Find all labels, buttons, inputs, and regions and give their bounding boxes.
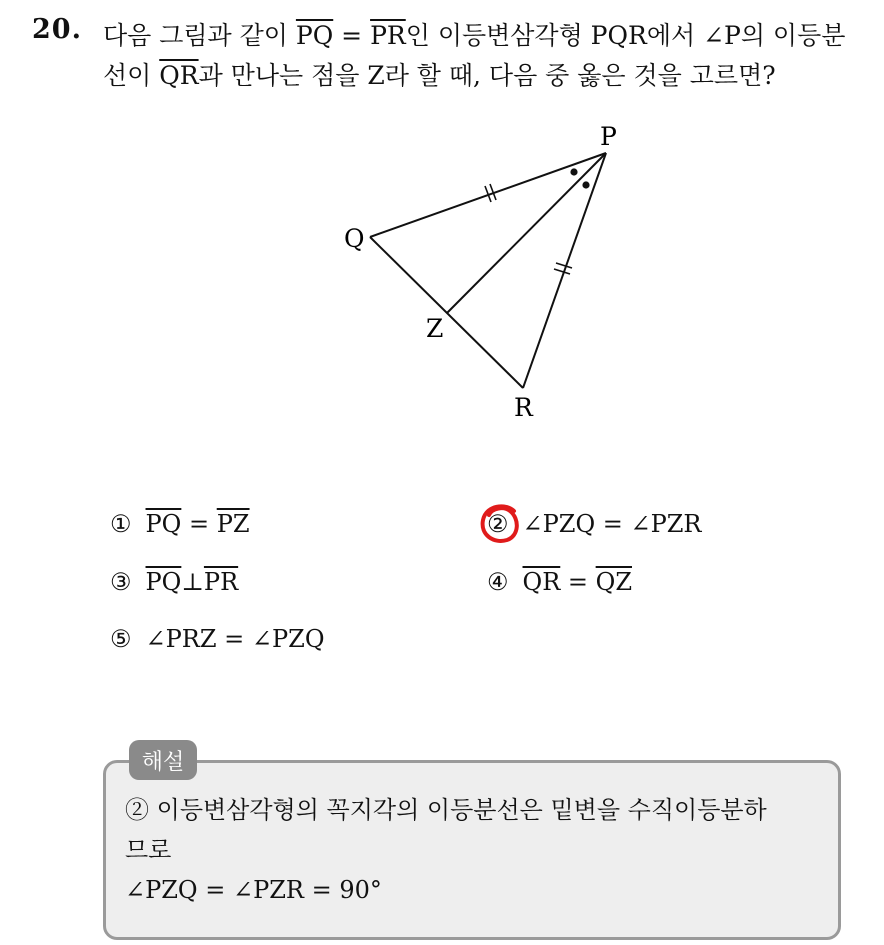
choice-text: = <box>181 510 217 538</box>
segment-qr: $\overline{QR}$ <box>159 61 199 90</box>
choice-text: ⊥ <box>181 568 204 596</box>
choice-text: $\overline{QR}$ <box>522 568 561 596</box>
equals-sign: = <box>333 21 371 50</box>
question-text-part: 과 만나는 점을 Z라 할 때, 다음 중 옳은 것을 고르면? <box>198 61 776 90</box>
question-text-part: 다음 그림과 같이 <box>103 21 296 50</box>
triangle-diagram <box>330 120 630 430</box>
vertex-label-q: Q <box>344 224 365 253</box>
point-label-z: Z <box>426 314 444 343</box>
choice-text: ∠PRZ = ∠PZQ <box>145 625 325 653</box>
question-number: 20. <box>32 14 82 45</box>
choice-3[interactable] <box>110 568 238 596</box>
choice-number: ① <box>110 510 132 538</box>
choice-5[interactable] <box>110 625 325 653</box>
choice-text: $\overline{PQ}$ <box>145 510 182 538</box>
question-text-part: 인 이등변삼각형 PQR에서 ∠P의 이등분 <box>405 21 846 50</box>
question-text <box>103 16 873 96</box>
angle-bisector-pz <box>447 153 606 313</box>
choice-text: ∠PZQ = ∠PZR <box>522 510 702 538</box>
choice-2[interactable] <box>487 510 702 538</box>
triangle-figure <box>330 120 630 430</box>
choice-4[interactable] <box>487 568 632 596</box>
choice-number: ④ <box>487 568 509 596</box>
choice-1[interactable] <box>110 510 250 538</box>
angle-mark-dot <box>582 181 589 188</box>
equal-tick-pr <box>554 263 572 274</box>
explanation-line: ② 이등변삼각형의 꼭지각의 이등분선은 밑변을 수직이등분하 <box>125 796 767 824</box>
explanation-line: ∠PZQ = ∠PZR = 90° <box>125 876 382 904</box>
explanation-tag: 해설 <box>129 740 197 780</box>
vertex-label-r: R <box>514 393 533 422</box>
choice-text: $\overline{PQ}$ <box>145 568 182 596</box>
choice-text: $\overline{PR}$ <box>203 568 239 596</box>
explanation-text <box>125 790 835 910</box>
vertex-label-p: P <box>600 122 617 151</box>
choice-number: ⑤ <box>110 625 132 653</box>
question-text-part: 선이 <box>103 61 160 90</box>
choice-number: ③ <box>110 568 132 596</box>
choice-text: $\overline{PZ}$ <box>216 510 250 538</box>
choice-text: = <box>560 568 596 596</box>
side-pr <box>523 153 606 388</box>
angle-mark-dot <box>570 168 577 175</box>
segment-pq: $\overline{PQ}$ <box>295 21 334 50</box>
explanation-line: 므로 <box>125 836 172 864</box>
segment-pr: $\overline{PR}$ <box>370 21 406 50</box>
choice-text: $\overline{QZ}$ <box>595 568 632 596</box>
choice-number: ② <box>487 510 509 538</box>
